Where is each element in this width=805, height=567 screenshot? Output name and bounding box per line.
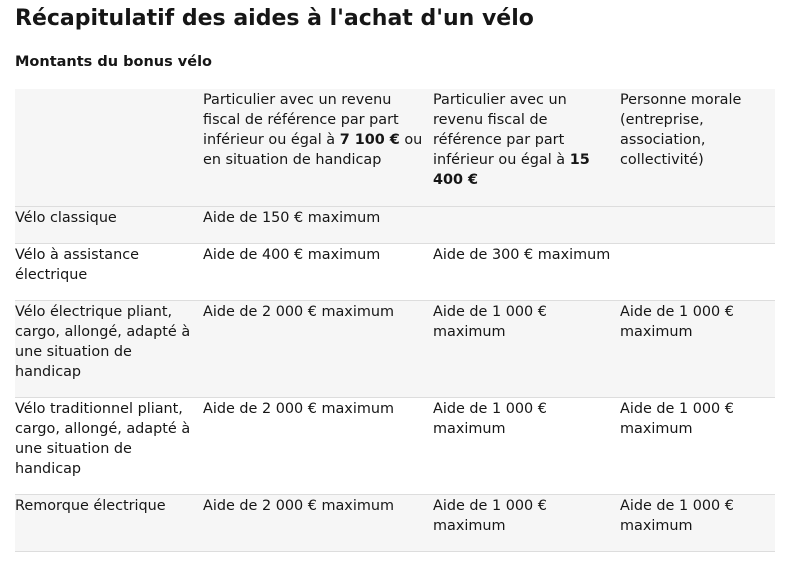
row-label: Vélo traditionnel pliant, cargo, allongé, adapté à une situation de handicap — [15, 400, 191, 477]
header-particulier-15400 — [433, 89, 620, 206]
header-particulier-7100 — [203, 89, 433, 206]
header-text-suffix: ou en situation de handicap — [203, 132, 423, 168]
table-header-row — [15, 89, 775, 206]
table-row — [15, 397, 775, 494]
table-cell: Aide de 2 000 € maximum — [203, 497, 394, 514]
table-cell — [620, 243, 775, 300]
header-text: Particulier avec un revenu fiscal de référence par part inférieur ou égal à — [203, 92, 399, 148]
header-threshold: 15 400 € — [433, 152, 590, 188]
table-cell — [620, 206, 775, 243]
table-cell: Aide de 300 € maximum — [433, 246, 611, 263]
table-row — [15, 494, 775, 551]
table-cell: Aide de 1 000 € maximum — [620, 303, 734, 340]
row-label: Remorque électrique — [15, 497, 166, 514]
row-label: Vélo classique — [15, 209, 117, 226]
table-cell: Aide de 1 000 € maximum — [433, 400, 547, 437]
bonus-table — [15, 89, 775, 552]
page-title: Récapitulatif des aides à l'achat d'un vélo — [15, 6, 534, 31]
table-cell: Aide de 1 000 € maximum — [620, 400, 734, 437]
table-cell: Aide de 1 000 € maximum — [433, 303, 547, 340]
header-personne-morale — [620, 89, 775, 206]
header-threshold: 7 100 € — [339, 132, 400, 148]
table-cell: Aide de 400 € maximum — [203, 246, 381, 263]
table-cell: Aide de 150 € maximum — [203, 209, 381, 226]
table-cell: Aide de 2 000 € maximum — [203, 303, 394, 320]
header-corner — [15, 89, 203, 206]
header-text: Particulier avec un revenu fiscal de référence par part inférieur ou égal à — [433, 92, 570, 168]
table-cell — [433, 206, 620, 243]
row-label: Vélo électrique pliant, cargo, allongé, adapté à une situation de handicap — [15, 303, 191, 380]
table-row — [15, 206, 775, 243]
table-cell: Aide de 1 000 € maximum — [620, 497, 734, 534]
table-cell: Aide de 1 000 € maximum — [433, 497, 547, 534]
section-title: Montants du bonus vélo — [15, 54, 212, 70]
row-label: Vélo à assistance électrique — [15, 246, 140, 283]
table-cell: Aide de 2 000 € maximum — [203, 400, 394, 417]
table-row — [15, 243, 775, 300]
header-text: Personne morale (entreprise, association, collectivité) — [620, 92, 742, 168]
table-row — [15, 300, 775, 397]
